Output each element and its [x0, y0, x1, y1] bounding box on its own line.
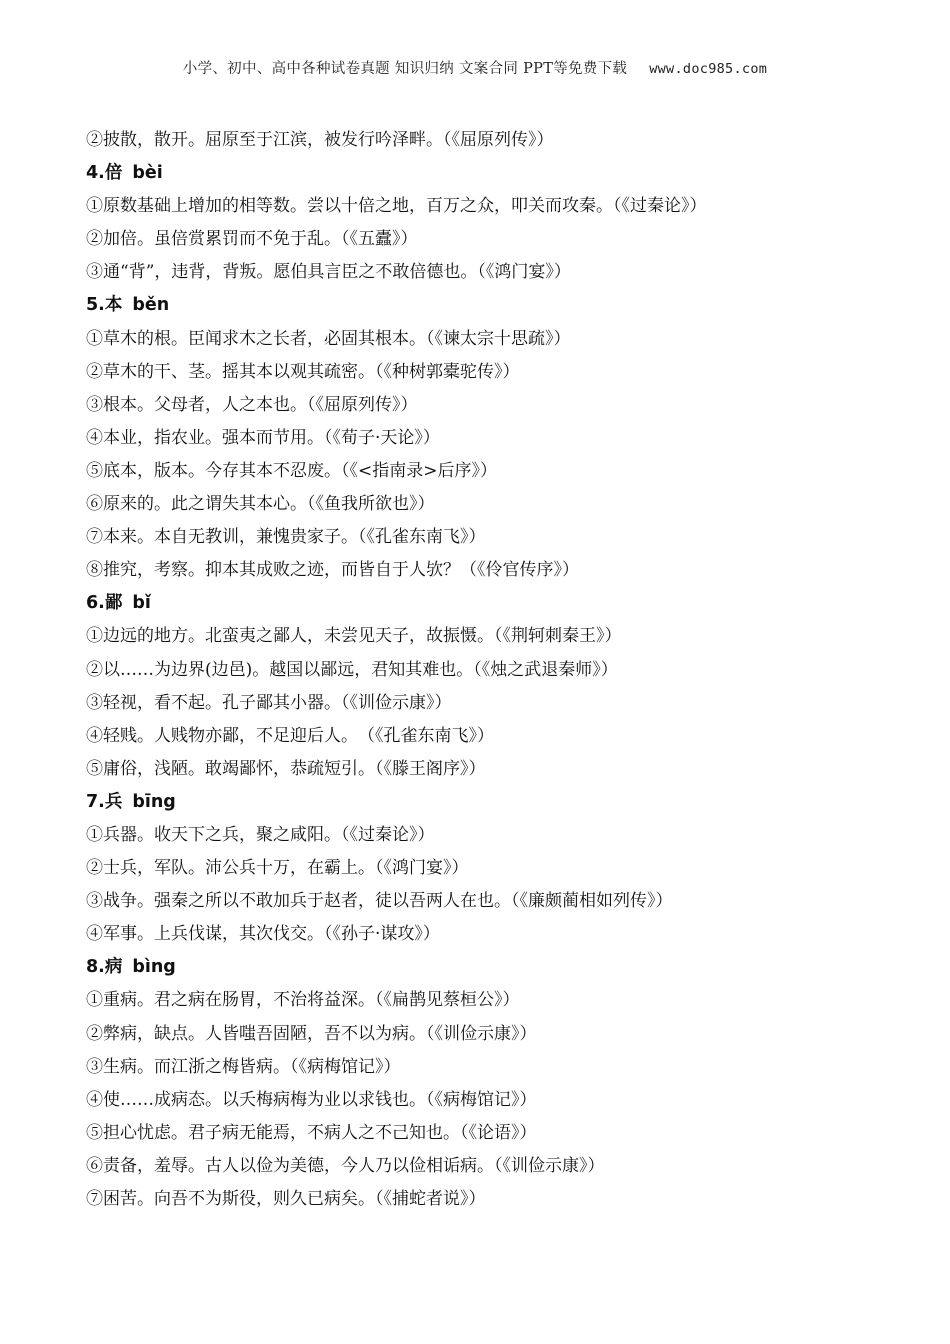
sense-line: ②弊病，缺点。人皆嗤吾固陋，吾不以为病。（《训俭示康》）: [86, 1023, 537, 1044]
sense-line: ②加倍。虽倍赏累罚而不免于乱。（《五蠹》）: [86, 229, 418, 250]
entry-pinyin: bìng: [132, 957, 176, 978]
entry-number: 4.: [86, 163, 105, 184]
entry-heading: [86, 786, 886, 819]
sense-line: ③战争。强秦之所以不敢加兵于赵者，徒以吾两人在也。（《廉颇蔺相如列传》）: [86, 891, 673, 912]
sense-line: ①原数基础上增加的相等数。尝以十倍之地，百万之众，叩关而攻秦。（《过秦论》）: [86, 196, 707, 217]
entry-character: 兵: [104, 791, 123, 812]
sense-line: ⑧推究，考察。抑本其成败之迹，而皆自于人欤？（《伶官传序》）: [86, 560, 579, 581]
entry-heading: [86, 289, 886, 322]
sense-line: ③轻视，看不起。孔子鄙其小器。（《训俭示康》）: [86, 692, 452, 713]
sense-line: ⑦本来。本自无教训，兼愧贵家子。（《孔雀东南飞》）: [86, 527, 486, 548]
header-site-url: www.doc985.com: [649, 61, 768, 77]
entry-number: 8.: [86, 957, 105, 978]
entry-pinyin: běn: [132, 295, 170, 316]
sense-line: ①重病。君之病在肠胃，不治将益深。（《扁鹊见蔡桓公》）: [86, 990, 520, 1011]
entry-number: 5.: [86, 295, 105, 316]
entry-pinyin: bǐ: [132, 593, 151, 614]
entry-heading: [86, 951, 886, 984]
entry-heading: [86, 587, 886, 620]
sense-line: ①草木的根。臣闻求木之长者，必固其根本。（《谏太宗十思疏》）: [86, 328, 571, 349]
page-header: [0, 57, 950, 78]
sense-line: ④本业，指农业。强本而节用。（《荀子·天论》）: [86, 427, 440, 448]
sense-line: ⑥责备，羞辱。古人以俭为美德，今人乃以俭相诟病。（《训俭示康》）: [86, 1155, 605, 1176]
sense-line: ④使……成病态。以夭梅病梅为业以求钱也。（《病梅馆记》）: [86, 1089, 537, 1110]
sense-line: ②披散，散开。屈原至于江滨，被发行吟泽畔。（《屈原列传》）: [86, 130, 554, 150]
sense-line: ③根本。父母者，人之本也。（《屈原列传》）: [86, 394, 418, 415]
sense-line: ②草木的干、茎。摇其本以观其疏密。（《种树郭橐驼传》）: [86, 361, 520, 382]
sense-line: ④轻贱。人贱物亦鄙，不足迎后人。 （《孔雀东南飞》）: [86, 725, 494, 746]
header-text: 小学、初中、高中各种试卷真题 知识归纳 文案合同 PPT等免费下载: [182, 61, 628, 77]
document-body: [86, 124, 886, 1216]
sense-line: ③生病。而江浙之梅皆病。（《病梅馆记》）: [86, 1056, 401, 1077]
entry-character: 鄙: [104, 593, 123, 614]
entry-character: 本: [104, 295, 123, 316]
sense-line: ⑤底本，版本。今存其本不忍废。（《<指南录>后序》）: [86, 460, 497, 481]
sense-line: ⑦困苦。向吾不为斯役，则久已病矣。（《捕蛇者说》）: [86, 1189, 486, 1209]
sense-line: ⑥原来的。此之谓失其本心。（《鱼我所欲也》）: [86, 494, 435, 515]
sense-line: ⑤担心忧虑。君子病无能焉，不病人之不己知也。（《论语》）: [86, 1122, 537, 1143]
entry-pinyin: bèi: [132, 163, 163, 184]
entry-heading: [86, 157, 886, 190]
sense-line: ⑤庸俗，浅陋。敢竭鄙怀，恭疏短引。（《滕王阁序》）: [86, 758, 486, 779]
entry-number: 7.: [86, 791, 105, 812]
sense-line: ②以……为边界(边邑)。越国以鄙远，君知其难也。（《烛之武退秦师》）: [86, 659, 618, 680]
entry-pinyin: bīng: [132, 791, 176, 812]
sense-line: ③通“背”，违背，背叛。愿伯具言臣之不敢倍德也。（《鸿门宴》）: [86, 262, 571, 283]
entry-number: 6.: [86, 593, 105, 614]
sense-line: ②士兵，军队。沛公兵十万，在霸上。（《鸿门宴》）: [86, 858, 469, 879]
entry-character: 病: [104, 957, 123, 978]
sense-line: ④军事。上兵伐谋，其次伐交。（《孙子·谋攻》）: [86, 924, 440, 945]
sense-line: ①兵器。收天下之兵，聚之咸阳。（《过秦论》）: [86, 824, 435, 845]
sense-line: ①边远的地方。北蛮夷之鄙人，未尝见天子，故振慑。（《荆轲刺秦王》）: [86, 626, 622, 647]
entry-character: 倍: [104, 163, 123, 184]
